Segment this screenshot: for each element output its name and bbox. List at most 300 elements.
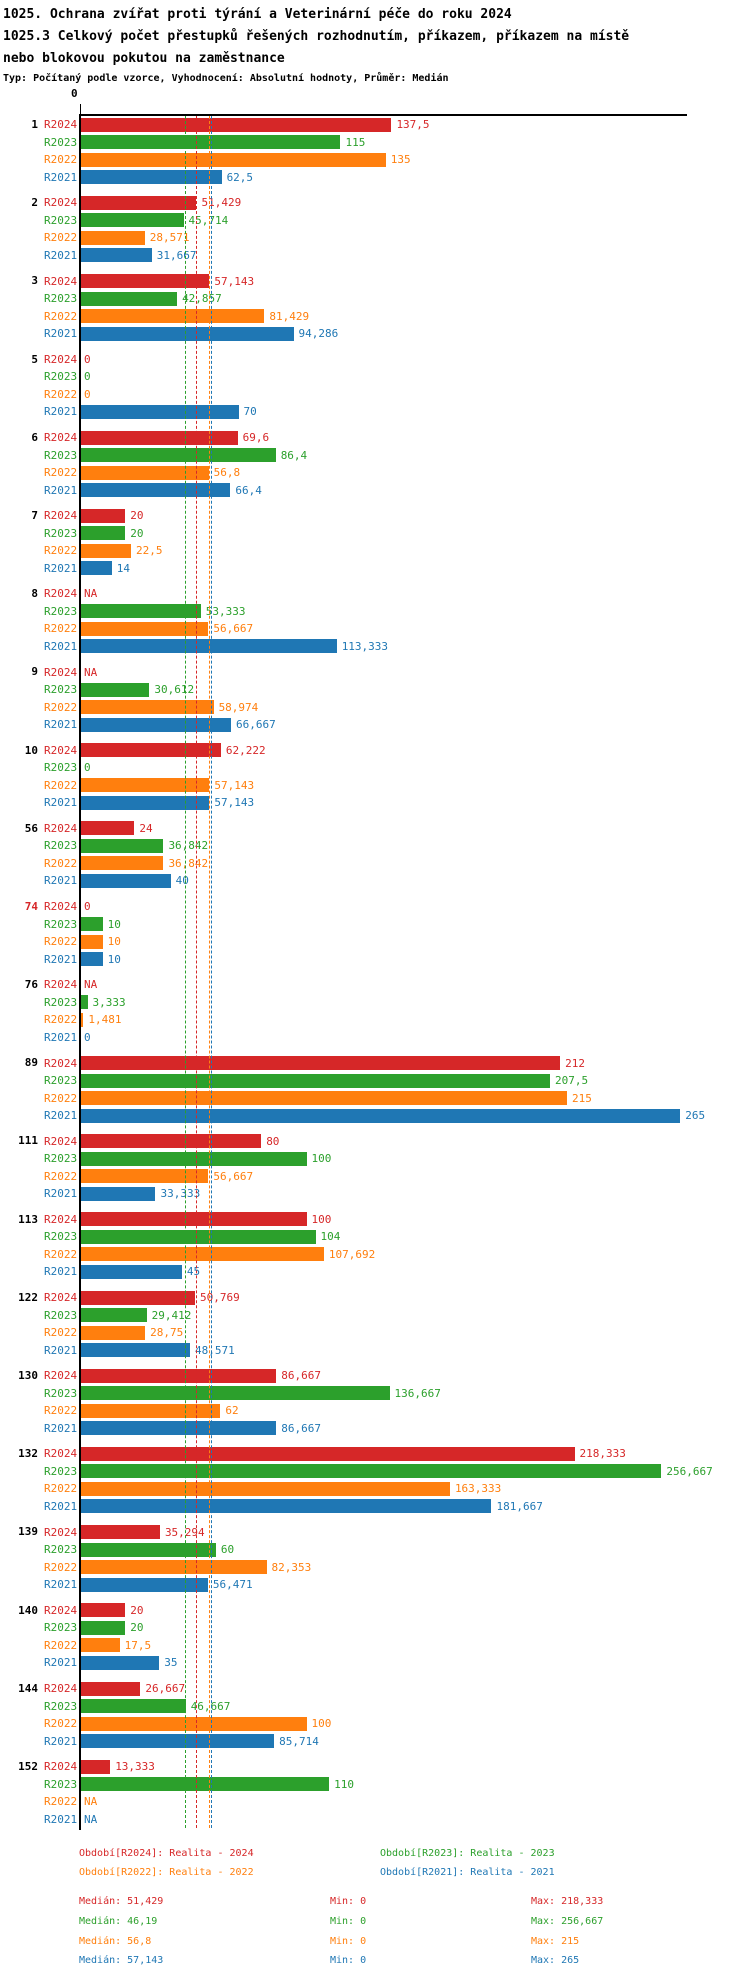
value-label: 0 xyxy=(84,761,91,775)
subtitle-line-2: nebo blokovou pokutou na zaměstnance xyxy=(3,51,285,66)
bar xyxy=(80,1699,186,1713)
bar xyxy=(80,118,391,132)
value-label: 20 xyxy=(130,1603,144,1617)
bar xyxy=(80,309,264,323)
bar-zone xyxy=(80,1810,750,1828)
value-label: 107,692 xyxy=(328,1247,376,1261)
value-label: 94,286 xyxy=(298,327,339,341)
group-label: 5 xyxy=(31,352,38,366)
bar xyxy=(80,1525,160,1539)
bar-zone xyxy=(80,1732,750,1750)
bar-row xyxy=(0,1167,750,1185)
group-label: 113 xyxy=(18,1212,38,1226)
stat-min-r2024: Min: 0 xyxy=(330,1896,367,1907)
chart-groups xyxy=(0,116,750,1836)
value-label: 13,333 xyxy=(115,1760,155,1774)
bar xyxy=(80,405,239,419)
value-label: 0 xyxy=(84,1030,91,1044)
group-label: 139 xyxy=(18,1525,38,1539)
bar-row xyxy=(0,151,750,169)
bar-zone xyxy=(80,1420,750,1438)
series-label: R2023 xyxy=(44,604,78,618)
group-label: 144 xyxy=(18,1681,38,1695)
bar-zone xyxy=(80,1072,750,1090)
bar xyxy=(80,952,103,966)
bar-row xyxy=(0,1445,750,1463)
bar-zone xyxy=(80,559,750,577)
value-label: 104 xyxy=(320,1230,341,1244)
bar-zone xyxy=(80,898,750,916)
bar xyxy=(80,1056,560,1070)
value-label: 136,667 xyxy=(394,1386,441,1400)
bar xyxy=(80,231,145,245)
bar-row xyxy=(0,1246,750,1264)
bar-zone xyxy=(80,386,750,404)
bar-zone xyxy=(80,872,750,890)
bar xyxy=(80,196,196,210)
bar-row xyxy=(0,1420,750,1438)
bar-row xyxy=(0,794,750,812)
value-label: NA xyxy=(84,665,98,679)
series-label: R2021 xyxy=(44,1187,78,1201)
value-label: 20 xyxy=(130,509,144,523)
value-label: 100 xyxy=(311,1212,332,1226)
value-label: 31,667 xyxy=(156,248,197,262)
bar-group-7 xyxy=(0,507,750,577)
bar xyxy=(80,1656,159,1670)
group-label: 8 xyxy=(31,587,38,601)
series-label: R2021 xyxy=(44,1265,78,1279)
bar-row xyxy=(0,1306,750,1324)
bar xyxy=(80,1404,220,1418)
bar-zone xyxy=(80,1619,750,1637)
bar-row xyxy=(0,1498,750,1516)
bar xyxy=(80,1621,125,1635)
series-label: R2022 xyxy=(44,1013,78,1027)
series-label: R2024 xyxy=(44,1682,78,1695)
group-label: 2 xyxy=(31,196,38,210)
bar-row xyxy=(0,1558,750,1576)
series-label: R2022 xyxy=(44,1169,78,1183)
value-label: 113,333 xyxy=(341,639,389,653)
bar-zone xyxy=(80,1246,750,1264)
series-label: R2022 xyxy=(44,622,78,636)
value-label: 36,842 xyxy=(168,839,209,853)
series-label: R2023 xyxy=(44,839,78,853)
value-label: 1,481 xyxy=(88,1013,122,1027)
bar-group-139 xyxy=(0,1523,750,1593)
bar-zone xyxy=(80,994,750,1012)
bar xyxy=(80,213,184,227)
bar-zone xyxy=(80,794,750,812)
value-label: 24 xyxy=(139,821,153,835)
value-label: 163,333 xyxy=(454,1482,502,1496)
value-label: 135 xyxy=(390,153,411,167)
bar xyxy=(80,1560,267,1574)
bar xyxy=(80,1499,491,1513)
value-label: 82,353 xyxy=(271,1560,312,1574)
bar-zone xyxy=(80,681,750,699)
bar-zone xyxy=(80,247,750,265)
bar xyxy=(80,1464,661,1478)
bar-row xyxy=(0,1054,750,1072)
series-label: R2021 xyxy=(44,248,78,262)
bar-group-74 xyxy=(0,898,750,968)
series-label: R2022 xyxy=(44,778,78,792)
bar-zone xyxy=(80,698,750,716)
group-label: 6 xyxy=(31,430,38,444)
bar xyxy=(80,743,221,757)
median-line-r2022 xyxy=(209,116,210,1828)
value-label: 46,667 xyxy=(190,1699,231,1713)
value-label: 57,143 xyxy=(214,274,255,288)
bar-zone xyxy=(80,1089,750,1107)
value-label: NA xyxy=(84,1795,98,1809)
median-line-r2023 xyxy=(185,116,186,1828)
bar-row xyxy=(0,134,750,152)
bar-group-6 xyxy=(0,429,750,499)
bar-zone xyxy=(80,307,750,325)
bar-zone xyxy=(80,1445,750,1463)
bar-row xyxy=(0,1602,750,1620)
series-label: R2021 xyxy=(44,796,78,810)
bar-zone xyxy=(80,368,750,386)
bar-row xyxy=(0,290,750,308)
bar xyxy=(80,604,201,618)
value-label: 56,667 xyxy=(213,622,254,636)
bar-row xyxy=(0,681,750,699)
stat-max-r2023: Max: 256,667 xyxy=(531,1916,604,1927)
value-label: 33,333 xyxy=(160,1187,201,1201)
bar-row xyxy=(0,855,750,873)
series-label: R2023 xyxy=(44,1621,78,1635)
series-label: R2023 xyxy=(44,135,78,149)
bar-zone xyxy=(80,1602,750,1620)
bar-zone xyxy=(80,1654,750,1672)
series-label: R2021 xyxy=(44,1812,78,1826)
bar-group-113 xyxy=(0,1211,750,1281)
bar-row xyxy=(0,1341,750,1359)
bar-group-5 xyxy=(0,351,750,421)
stat-max-r2022: Max: 215 xyxy=(531,1936,580,1947)
series-label: R2024 xyxy=(44,587,78,601)
bar-row xyxy=(0,1715,750,1733)
value-label: 53,333 xyxy=(205,604,246,618)
bar xyxy=(80,1074,550,1088)
bar-row xyxy=(0,1480,750,1498)
stat-median-r2021: Medián: 57,143 xyxy=(79,1955,164,1966)
series-label: R2021 xyxy=(44,718,78,732)
value-label: 57,143 xyxy=(214,796,255,810)
bar-row xyxy=(0,1576,750,1594)
series-label: R2021 xyxy=(44,874,78,888)
value-label: 58,974 xyxy=(218,700,259,714)
bar-row xyxy=(0,368,750,386)
series-label: R2024 xyxy=(44,1525,78,1539)
bar-row xyxy=(0,1263,750,1281)
bar-group-132 xyxy=(0,1445,750,1515)
bar-zone xyxy=(80,1185,750,1203)
bar-row xyxy=(0,351,750,369)
bar-group-76 xyxy=(0,976,750,1046)
series-label: R2023 xyxy=(44,761,78,775)
group-label: 3 xyxy=(31,274,38,288)
series-label: R2024 xyxy=(44,1212,78,1226)
group-label: 122 xyxy=(18,1290,38,1304)
bar-zone xyxy=(80,1029,750,1047)
bar xyxy=(80,1247,324,1261)
bar-zone xyxy=(80,1289,750,1307)
page-title: 1025. Ochrana zvířat proti týrání a Veterinární péče do roku 2024 xyxy=(3,7,512,22)
bar-zone xyxy=(80,1697,750,1715)
bar-row xyxy=(0,994,750,1012)
bar xyxy=(80,821,134,835)
bar-zone xyxy=(80,855,750,873)
bar-zone xyxy=(80,759,750,777)
bar-chart xyxy=(0,85,750,1835)
bar-row xyxy=(0,1029,750,1047)
legend-item-r2024: Období[R2024]: Realita - 2024 xyxy=(79,1848,254,1859)
series-label: R2024 xyxy=(44,978,78,992)
bar-row xyxy=(0,820,750,838)
value-label: 207,5 xyxy=(554,1074,589,1087)
bar xyxy=(80,170,222,184)
series-label: R2021 xyxy=(44,1030,78,1044)
bar xyxy=(80,1134,261,1148)
value-label: 215 xyxy=(571,1091,592,1105)
series-label: R2023 xyxy=(44,1543,78,1557)
series-label: R2022 xyxy=(44,1326,78,1340)
bar xyxy=(80,796,209,810)
bar xyxy=(80,1386,390,1400)
bar-zone xyxy=(80,1637,750,1655)
bar xyxy=(80,1091,567,1105)
series-label: R2024 xyxy=(44,196,78,210)
group-label: 132 xyxy=(18,1447,38,1461)
value-label: 66,667 xyxy=(236,718,276,732)
bar-row xyxy=(0,559,750,577)
value-label: 60 xyxy=(220,1543,235,1557)
series-label: R2023 xyxy=(44,448,78,462)
bar-zone xyxy=(80,542,750,560)
bar-group-152 xyxy=(0,1758,750,1828)
bar-zone xyxy=(80,1132,750,1150)
bar-zone xyxy=(80,134,750,152)
bar-row xyxy=(0,1211,750,1229)
value-label: 0 xyxy=(84,370,91,384)
group-label: 7 xyxy=(31,508,38,522)
bar-zone xyxy=(80,1263,750,1281)
bar-zone xyxy=(80,1480,750,1498)
series-label: R2022 xyxy=(44,153,78,167)
series-label: R2022 xyxy=(44,1638,78,1652)
bar-zone xyxy=(80,1054,750,1072)
series-label: R2023 xyxy=(44,1777,78,1791)
bar xyxy=(80,874,171,888)
value-label: 10 xyxy=(107,935,121,949)
value-label: 35,294 xyxy=(164,1525,205,1539)
bar xyxy=(80,292,177,306)
bar xyxy=(80,1638,120,1652)
bar-row xyxy=(0,663,750,681)
bar xyxy=(80,1734,274,1748)
bar xyxy=(80,1603,125,1617)
stat-median-r2024: Medián: 51,429 xyxy=(79,1896,164,1907)
bar-zone xyxy=(80,716,750,734)
bar-row xyxy=(0,950,750,968)
value-label: 181,667 xyxy=(496,1499,543,1513)
group-label: 1 xyxy=(31,118,38,131)
bar-row xyxy=(0,933,750,951)
bar-row xyxy=(0,307,750,325)
bar-group-122 xyxy=(0,1289,750,1359)
bar-zone xyxy=(80,507,750,525)
value-label: 20 xyxy=(130,1621,144,1635)
series-label: R2021 xyxy=(44,1421,78,1435)
bar-group-2 xyxy=(0,194,750,264)
value-label: 0 xyxy=(84,352,91,366)
stat-max-r2024: Max: 218,333 xyxy=(531,1896,604,1907)
bar-row xyxy=(0,759,750,777)
bar-row xyxy=(0,464,750,482)
series-label: R2022 xyxy=(44,1482,78,1496)
bar xyxy=(80,1777,329,1791)
series-label: R2021 xyxy=(44,1734,78,1748)
bar-zone xyxy=(80,820,750,838)
bar-row xyxy=(0,1385,750,1403)
bar xyxy=(80,1343,190,1357)
bar-zone xyxy=(80,933,750,951)
value-label: 35 xyxy=(164,1656,178,1670)
bar-row xyxy=(0,620,750,638)
bar-row xyxy=(0,585,750,603)
bar-row xyxy=(0,1107,750,1125)
bar-row xyxy=(0,1758,750,1776)
bar-zone xyxy=(80,212,750,230)
legend-item-r2023: Období[R2023]: Realita - 2023 xyxy=(380,1848,555,1859)
series-label: R2022 xyxy=(44,856,78,870)
bar-row xyxy=(0,1185,750,1203)
legend-item-r2022: Období[R2022]: Realita - 2022 xyxy=(79,1867,254,1878)
bar xyxy=(80,1447,575,1461)
bar-group-111 xyxy=(0,1132,750,1202)
series-label: R2024 xyxy=(44,118,78,132)
bar-zone xyxy=(80,777,750,795)
bar-row xyxy=(0,1619,750,1637)
x-axis-tick xyxy=(80,104,81,114)
value-label: 45,714 xyxy=(188,213,229,227)
bar-zone xyxy=(80,1402,750,1420)
series-label: R2021 xyxy=(44,1578,78,1592)
value-label: 86,667 xyxy=(281,1421,322,1435)
bar-row xyxy=(0,429,750,447)
bar-zone xyxy=(80,1150,750,1168)
stat-median-r2023: Medián: 46,19 xyxy=(79,1916,158,1927)
bar-row xyxy=(0,1089,750,1107)
bar xyxy=(80,248,152,262)
bar-zone xyxy=(80,1385,750,1403)
series-label: R2021 xyxy=(44,1656,78,1670)
group-label: 9 xyxy=(31,665,38,679)
bar xyxy=(80,1760,110,1774)
bar-zone xyxy=(80,272,750,290)
bar-group-130 xyxy=(0,1367,750,1437)
series-label: R2023 xyxy=(44,1152,78,1166)
bar-row xyxy=(0,1654,750,1672)
bar xyxy=(80,856,163,870)
group-label: 76 xyxy=(24,978,38,992)
bar xyxy=(80,778,209,792)
bar-zone xyxy=(80,837,750,855)
bar-group-1 xyxy=(0,116,750,186)
bar xyxy=(80,544,131,558)
bar-zone xyxy=(80,1324,750,1342)
subtitle-line-1: 1025.3 Celkový počet přestupků řešených rozhodnutím, příkazem, příkazem na místě xyxy=(3,29,630,44)
y-axis-line xyxy=(79,114,81,1830)
series-label: R2024 xyxy=(44,352,78,366)
bar-row xyxy=(0,272,750,290)
value-label: 100 xyxy=(311,1717,332,1730)
bar-row xyxy=(0,872,750,890)
bar-zone xyxy=(80,169,750,187)
series-label: R2023 xyxy=(44,1074,78,1087)
bar-row xyxy=(0,1637,750,1655)
bar-zone xyxy=(80,1775,750,1793)
bar-zone xyxy=(80,524,750,542)
series-label: R2022 xyxy=(44,387,78,401)
series-label: R2023 xyxy=(44,995,78,1009)
series-label: R2024 xyxy=(44,821,78,835)
bar-row xyxy=(0,212,750,230)
bar-zone xyxy=(80,638,750,656)
series-label: R2024 xyxy=(44,1291,78,1305)
bar-group-9 xyxy=(0,663,750,733)
value-label: 115 xyxy=(345,135,366,149)
bar-zone xyxy=(80,229,750,247)
bar-row xyxy=(0,386,750,404)
value-label: NA xyxy=(84,1812,98,1826)
bar-row xyxy=(0,1775,750,1793)
value-label: 22,5 xyxy=(135,544,163,558)
bar-row xyxy=(0,1793,750,1811)
bar-row xyxy=(0,229,750,247)
bar-zone xyxy=(80,1306,750,1324)
bar-zone xyxy=(80,290,750,308)
bar xyxy=(80,561,112,575)
value-label: 0 xyxy=(84,900,91,914)
value-label: 70 xyxy=(243,405,257,419)
bar xyxy=(80,1109,680,1123)
series-label: R2022 xyxy=(44,935,78,949)
value-label: 256,667 xyxy=(666,1464,713,1478)
bar xyxy=(80,1682,140,1696)
value-label: 10 xyxy=(107,917,121,931)
bar xyxy=(80,683,149,697)
series-label: R2021 xyxy=(44,952,78,966)
value-label: 137,5 xyxy=(396,118,430,132)
bar xyxy=(80,274,209,288)
median-line-r2024 xyxy=(196,116,197,1828)
bar-group-3 xyxy=(0,272,750,342)
bar xyxy=(80,622,208,636)
bar-zone xyxy=(80,1758,750,1776)
value-label: 50,769 xyxy=(199,1291,240,1305)
series-label: R2023 xyxy=(44,917,78,931)
bar-row xyxy=(0,837,750,855)
value-label: 30,612 xyxy=(154,683,195,697)
bar-row xyxy=(0,169,750,187)
value-label: 57,143 xyxy=(214,778,255,792)
